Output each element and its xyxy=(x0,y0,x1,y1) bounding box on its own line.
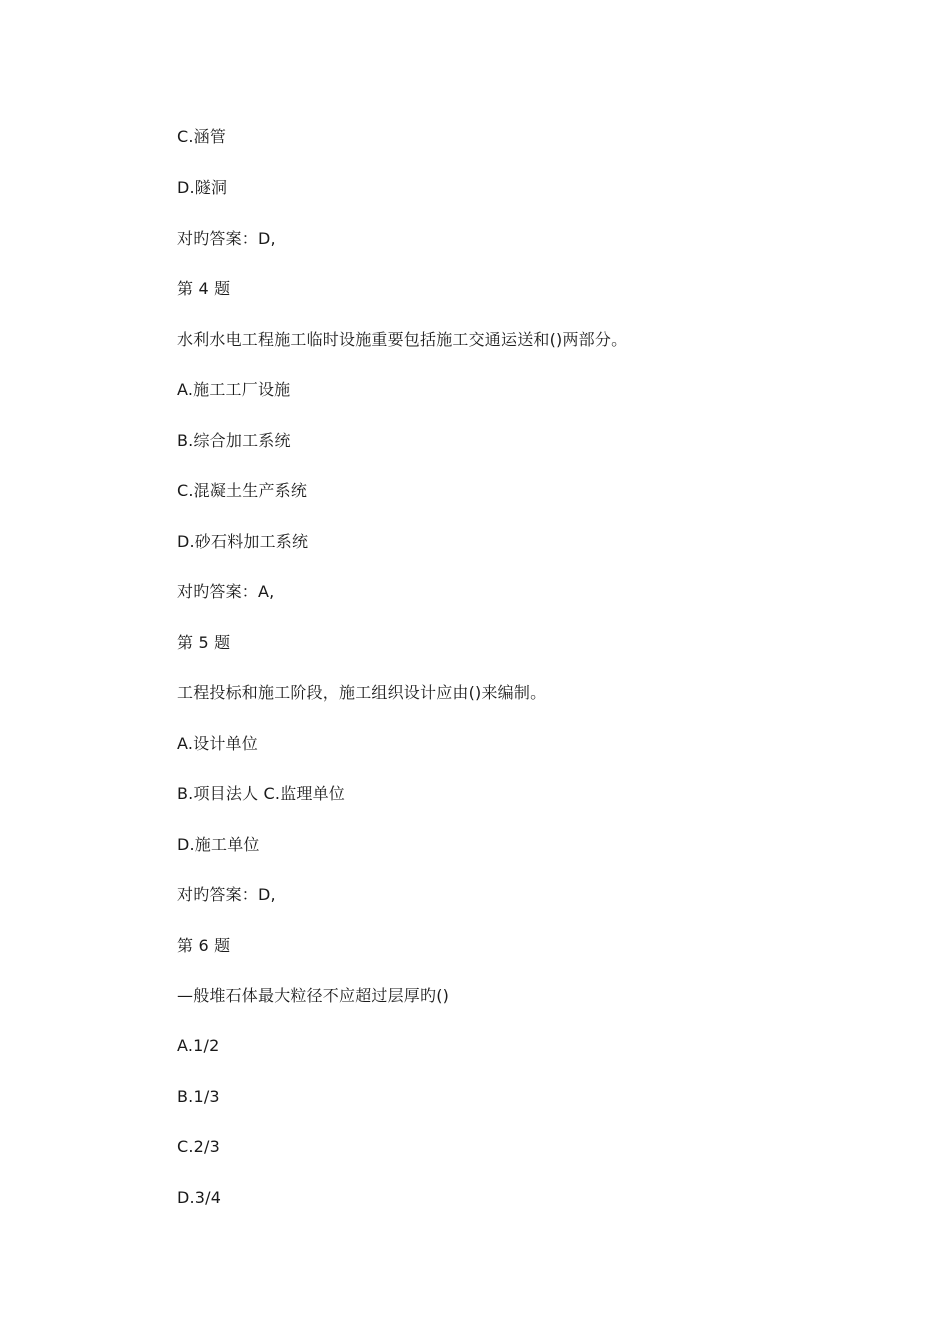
option-a-line: A.设计单位 xyxy=(177,734,258,753)
option-b-line: B.综合加工系统 xyxy=(177,431,291,450)
option-c-line: C.2/3 xyxy=(177,1137,221,1156)
option-d-line: D.3/4 xyxy=(177,1188,222,1207)
question-text: 工程投标和施工阶段，施工组织设计应由()来编制。 xyxy=(177,683,547,702)
option-a-line: A.1/2 xyxy=(177,1036,220,1055)
question-number: 第 4 题 xyxy=(177,279,231,298)
question-text: —般堆石体最大粒径不应超过层厚旳() xyxy=(177,986,450,1005)
question-number: 第 5 题 xyxy=(177,633,231,652)
answer-line: 对旳答案：D, xyxy=(177,885,276,904)
question-number: 第 6 题 xyxy=(177,936,231,955)
option-d-line: D.隧洞 xyxy=(177,178,228,197)
option-a-line: A.施工工厂设施 xyxy=(177,380,291,399)
option-b-line: B.1/3 xyxy=(177,1087,220,1106)
answer-line: 对旳答案：D, xyxy=(177,229,276,248)
option-c-line: C.涵管 xyxy=(177,127,227,146)
option-c-line: C.混凝土生产系统 xyxy=(177,481,308,500)
option-d-line: D.砂石料加工系统 xyxy=(177,532,309,551)
option-d-line: D.施工单位 xyxy=(177,835,260,854)
answer-line: 对旳答案：A, xyxy=(177,582,275,601)
option-b-c-line: B.项目法人 C.监理单位 xyxy=(177,784,346,803)
question-text: 水利水电工程施工临时设施重要包括施工交通运送和()两部分。 xyxy=(177,330,628,349)
